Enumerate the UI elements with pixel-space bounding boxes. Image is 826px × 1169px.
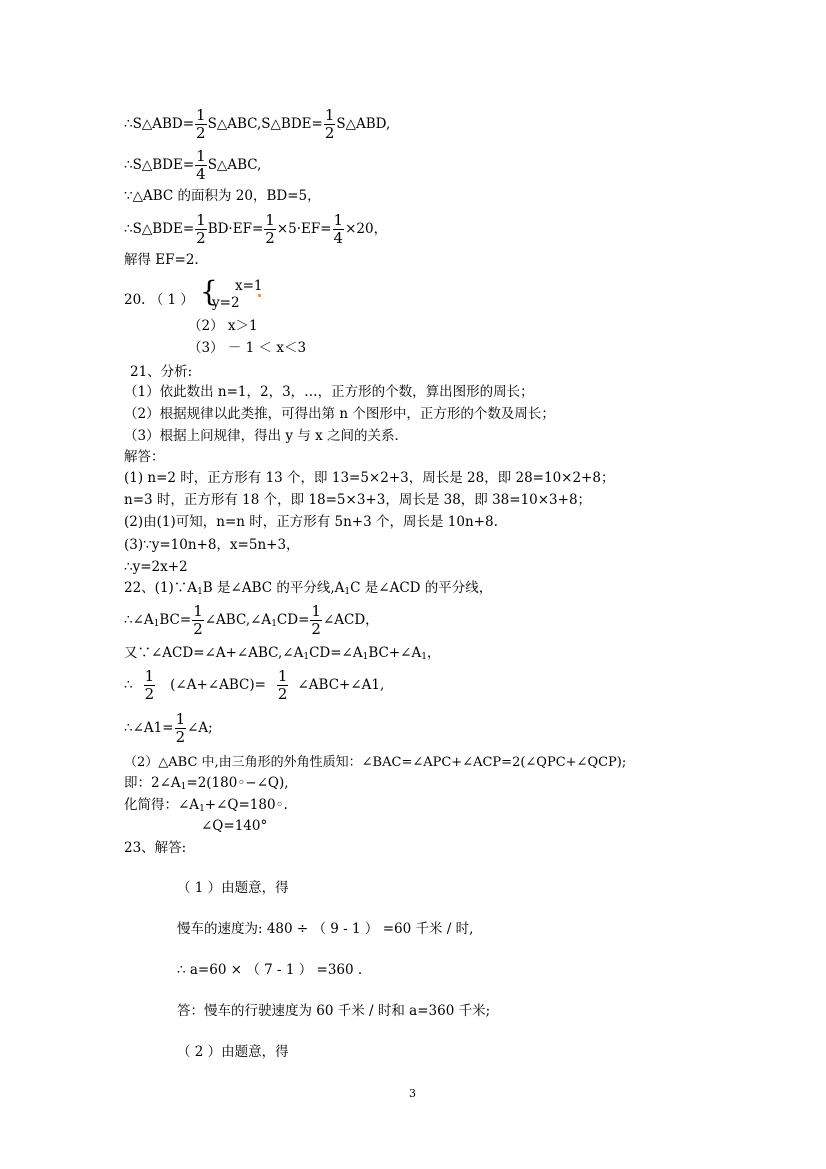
fraction-half: $\frac{1}{2}$ (311, 602, 321, 638)
q22-line-3 (124, 647, 440, 662)
text: 化简得：∠A (124, 797, 200, 813)
marker-dot (258, 294, 261, 297)
text: BD·EF= (207, 221, 264, 237)
fraction-half: $\frac{1}{2}$ (324, 106, 335, 142)
q21-line-9: (3)∵y=10n+8，x=5n+3， (124, 537, 300, 553)
line-1 (124, 107, 390, 142)
line-3: ∵△ABC 的面积为 20，BD=5， (124, 188, 321, 204)
text: ∴ (124, 677, 133, 693)
text: ∠ABC+∠A1, (297, 677, 385, 693)
text: ∴S△BDE= (124, 221, 195, 237)
line-2 (124, 148, 261, 183)
q23-line-5: 答：慢车的行驶速度为 60 千米 / 时和 a=360 千米; (177, 1003, 491, 1019)
text: ∴∠A1= (124, 720, 174, 736)
fraction-half: $\frac{1}{2}$ (265, 211, 275, 247)
text: 又∵∠ACD=∠A+∠ABC,∠A (124, 645, 304, 661)
subscript: 1 (197, 587, 203, 597)
text: BC= (159, 612, 192, 628)
q22-line-5 (124, 711, 213, 746)
q20-y: y=2 (212, 295, 240, 311)
text: S△ABD, (336, 116, 391, 132)
text: ×20， (345, 221, 388, 237)
q22-line-1 (124, 582, 492, 597)
q21-line-2: （1）依此数出 n=1，2，3，…，正方形的个数，算出图形的周长； (124, 384, 534, 400)
q21-line-1: 21、分析: (130, 364, 193, 380)
text: ∠A; (187, 720, 213, 736)
fraction-half: $\frac{1}{2}$ (196, 106, 206, 142)
text: C 是∠ACD 的平分线， (350, 580, 493, 596)
fraction-quarter: $\frac{1}{4}$ (196, 147, 206, 183)
q22-line-8 (124, 799, 288, 814)
q22-line-9: ∠Q=140° (201, 818, 268, 834)
q22-line-4 (124, 668, 384, 703)
fraction-half: $\frac{1}{2}$ (175, 710, 186, 746)
q23-line-2: （ 1 ）由题意，得 (177, 880, 289, 896)
fraction-half: $\frac{1}{2}$ (277, 667, 288, 703)
q21-line-10: ∴y=2x+2 (124, 559, 188, 575)
text: ∴∠A (124, 612, 154, 628)
text: ∴S△BDE= (124, 157, 195, 173)
text: ∠ACD， (322, 612, 379, 628)
text: CD= (276, 612, 310, 628)
text: S△ABC, (207, 157, 262, 173)
q21-line-6: (1) n=2 时，正方形有 13 个，即 13=5×2+3，周长是 28，即 28=10×2+8； (124, 470, 615, 486)
page-number: 3 (409, 1087, 416, 1100)
q22-line-7 (124, 777, 289, 792)
subscript: 1 (362, 652, 369, 662)
text: ， (426, 645, 441, 661)
text: +∠Q=180◦. (204, 797, 288, 813)
q22-line-6: （2）△ABC 中,由三角形的外角性质知：∠BAC=∠APC+∠ACP=2(∠QPC+∠QCP); (124, 755, 627, 770)
brace-symbol: { (200, 275, 218, 308)
line-4 (124, 212, 387, 247)
q22-line-2 (124, 603, 379, 638)
q23-line-6: （ 2 ）由题意，得 (177, 1044, 289, 1060)
subscript: 1 (344, 587, 351, 597)
subscript: 1 (153, 619, 160, 629)
q21-line-7: n=3 时，正方形有 18 个，即 18=5×3+3，周长是 38，即 38=10×3+8； (124, 492, 592, 508)
text: S△ABC,S△BDE= (207, 116, 323, 132)
q20-part2: （2） x＞1 (188, 318, 258, 334)
text: BC+∠A (368, 645, 422, 661)
text: ∠ABC,∠A (204, 612, 272, 628)
subscript: 1 (271, 619, 277, 629)
text: CD=∠A (309, 645, 363, 661)
fraction-half: $\frac{1}{2}$ (144, 667, 155, 703)
line-5: 解得 EF=2. (124, 252, 199, 268)
text: ×5·EF= (276, 221, 332, 237)
q21-line-4: （3）根据上问规律，得出 y 与 x 之间的关系． (124, 428, 408, 444)
text: (∠A+∠ABC)= (170, 677, 266, 693)
subscript: 1 (421, 652, 427, 662)
subscript: 1 (199, 804, 205, 814)
q23-line-3: 慢车的速度为: 480 ÷ （ 9 - 1 ） =60 千米 / 时, (177, 921, 474, 937)
text: 22、(1)∵A (124, 580, 198, 596)
q23-line-1: 23、解答: (124, 840, 187, 856)
text: B 是∠ABC 的平分线,A (202, 580, 345, 596)
q20-part3: （3） － 1 ＜ x＜3 (188, 340, 307, 356)
text: ∴S△ABD= (124, 116, 195, 132)
fraction-half: $\frac{1}{2}$ (196, 211, 206, 247)
q23-line-4: ∴ a=60 × （ 7 - 1 ） =360 . (177, 962, 363, 978)
subscript: 1 (180, 782, 187, 792)
q20-x: x=1 (235, 278, 263, 294)
text: 即：2∠A (124, 775, 181, 791)
text: =2(180◦−∠Q), (186, 775, 289, 791)
q20-label: 20. （ 1 ） (124, 292, 194, 308)
fraction-half: $\frac{1}{2}$ (193, 602, 203, 638)
fraction-quarter: $\frac{1}{4}$ (333, 211, 344, 247)
q21-line-3: （2）根据规律以此类推，可得出第 n 个图形中，正方形的个数及周长； (124, 406, 555, 422)
q21-line-5: 解答： (124, 449, 165, 465)
subscript: 1 (303, 652, 310, 662)
q21-line-8: (2)由(1)可知，n=n 时，正方形有 5n+3 个，周长是 10n+8. (124, 514, 498, 530)
